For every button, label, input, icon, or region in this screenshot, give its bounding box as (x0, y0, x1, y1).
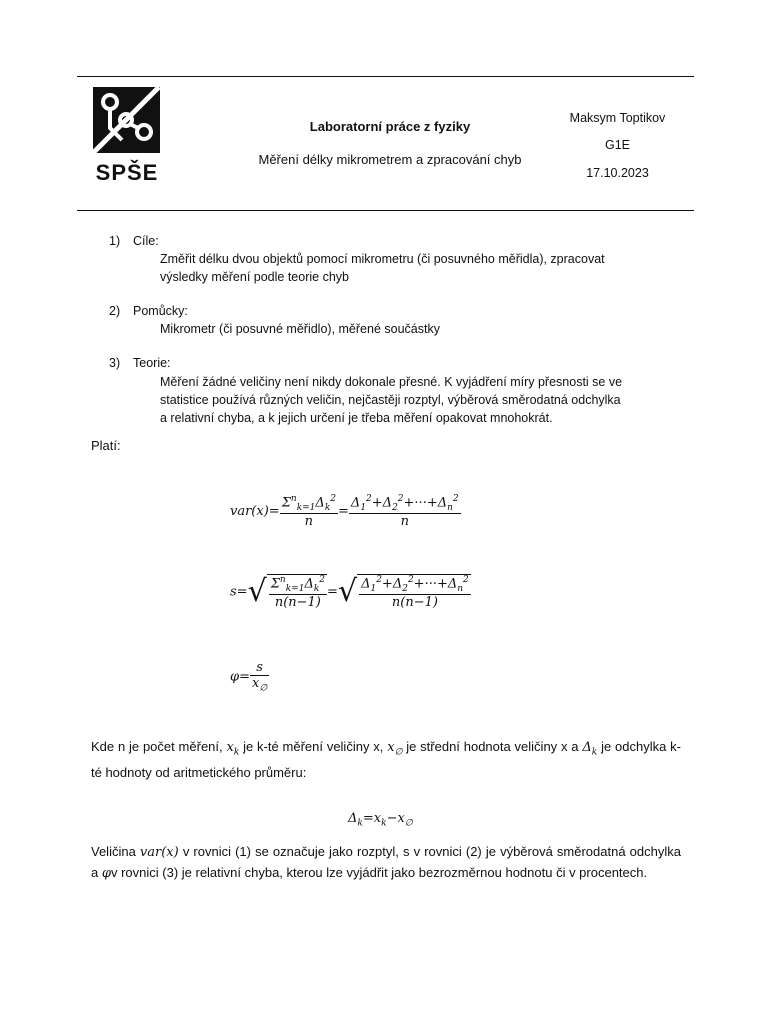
equation-deviation: $\Delta_k=x_k-x_\emptyset$ (348, 811, 413, 829)
section-body-tools: Mikrometr (či posuvné měřidlo), měřené součástky (160, 322, 440, 336)
school-abbreviation: SPŠE (95, 160, 159, 185)
symbol-xk: $x_k$ (226, 740, 240, 758)
plati-label: Platí: (91, 438, 121, 453)
header-top-rule (77, 76, 694, 77)
paragraph-definitions: Kde n je počet měření, $x_k$ je k-té měření veličiny x, $x_\emptyset$ je střední hodnota veličiny x a $\Delta_k$ je odchylka k-té hodnoty od aritmetického průměru: (91, 739, 681, 780)
author-name: Maksym Toptikov (569, 111, 666, 125)
symbol-delta-k: $\Delta_k$ (582, 740, 598, 758)
section-number: 2) (109, 304, 121, 318)
section-number: 3) (109, 356, 121, 370)
document-subtitle: Měření délky mikrometrem a zpracování chyb (258, 152, 522, 167)
equation-relative-error: φ= $\frac{s}{x_\emptyset}$ (230, 660, 268, 694)
class-name: G1E (604, 138, 630, 152)
equation-std-deviation: s=√ $\frac{\Sigma^n_{k=1}\Delta_k^2}{n(n-1)}$ =√ $\frac{\Delta_1^2+\Delta_2^2+\cdot\cdot\cdot+\Delta_n^2}{n(n-1)}$ (230, 573, 469, 610)
paragraph-interpretation: Veličina var(x) v rovnici (1) se označuje jako rozptyl, s v rovnici (2) je výběrová směrodatná odchylka a φv rovnici (3) je relativní chyba, kterou lze vyjádřit jako bezrozměrnou hodnotu či v procentech. (91, 844, 681, 881)
symbol-xmean: $x_\emptyset$ (387, 740, 403, 758)
section-heading-goals: Cíle: (133, 234, 159, 248)
document-title: Laboratorní práce z fyziky (309, 119, 471, 134)
symbol-phi: φ (101, 866, 111, 881)
equation-variance: var(x)= $\frac{\Sigma^n_{k=1}\Delta_k^2}{n}$ = $\frac{\Delta_1^2+\Delta_2^2+\cdot\cdot\cdot+\Delta_n^2}{n}$ (230, 494, 459, 529)
symbol-var: var(x) (139, 845, 179, 860)
section-heading-tools: Pomůcky: (133, 304, 188, 318)
school-logo (92, 86, 162, 186)
section-body-goals: Změřit délku dvou objektů pomocí mikrometru (či posuvného měřidla), zpracovat výsledky měření podle teorie chyb (160, 252, 605, 284)
section-number: 1) (109, 234, 121, 248)
header-bottom-rule (77, 210, 694, 211)
section-body-theory: Měření žádné veličiny není nikdy dokonale přesné. K vyjádření míry přesnosti se ve statistice používá různých veličin, nejčastěji rozptyl, výběrová směrodatná odchylka a relativní chyba, a k jejich určení je třeba měření opakovat mnohokrát. (160, 375, 623, 425)
section-heading-theory: Teorie: (133, 356, 171, 370)
document-date: 17.10.2023 (586, 166, 649, 180)
